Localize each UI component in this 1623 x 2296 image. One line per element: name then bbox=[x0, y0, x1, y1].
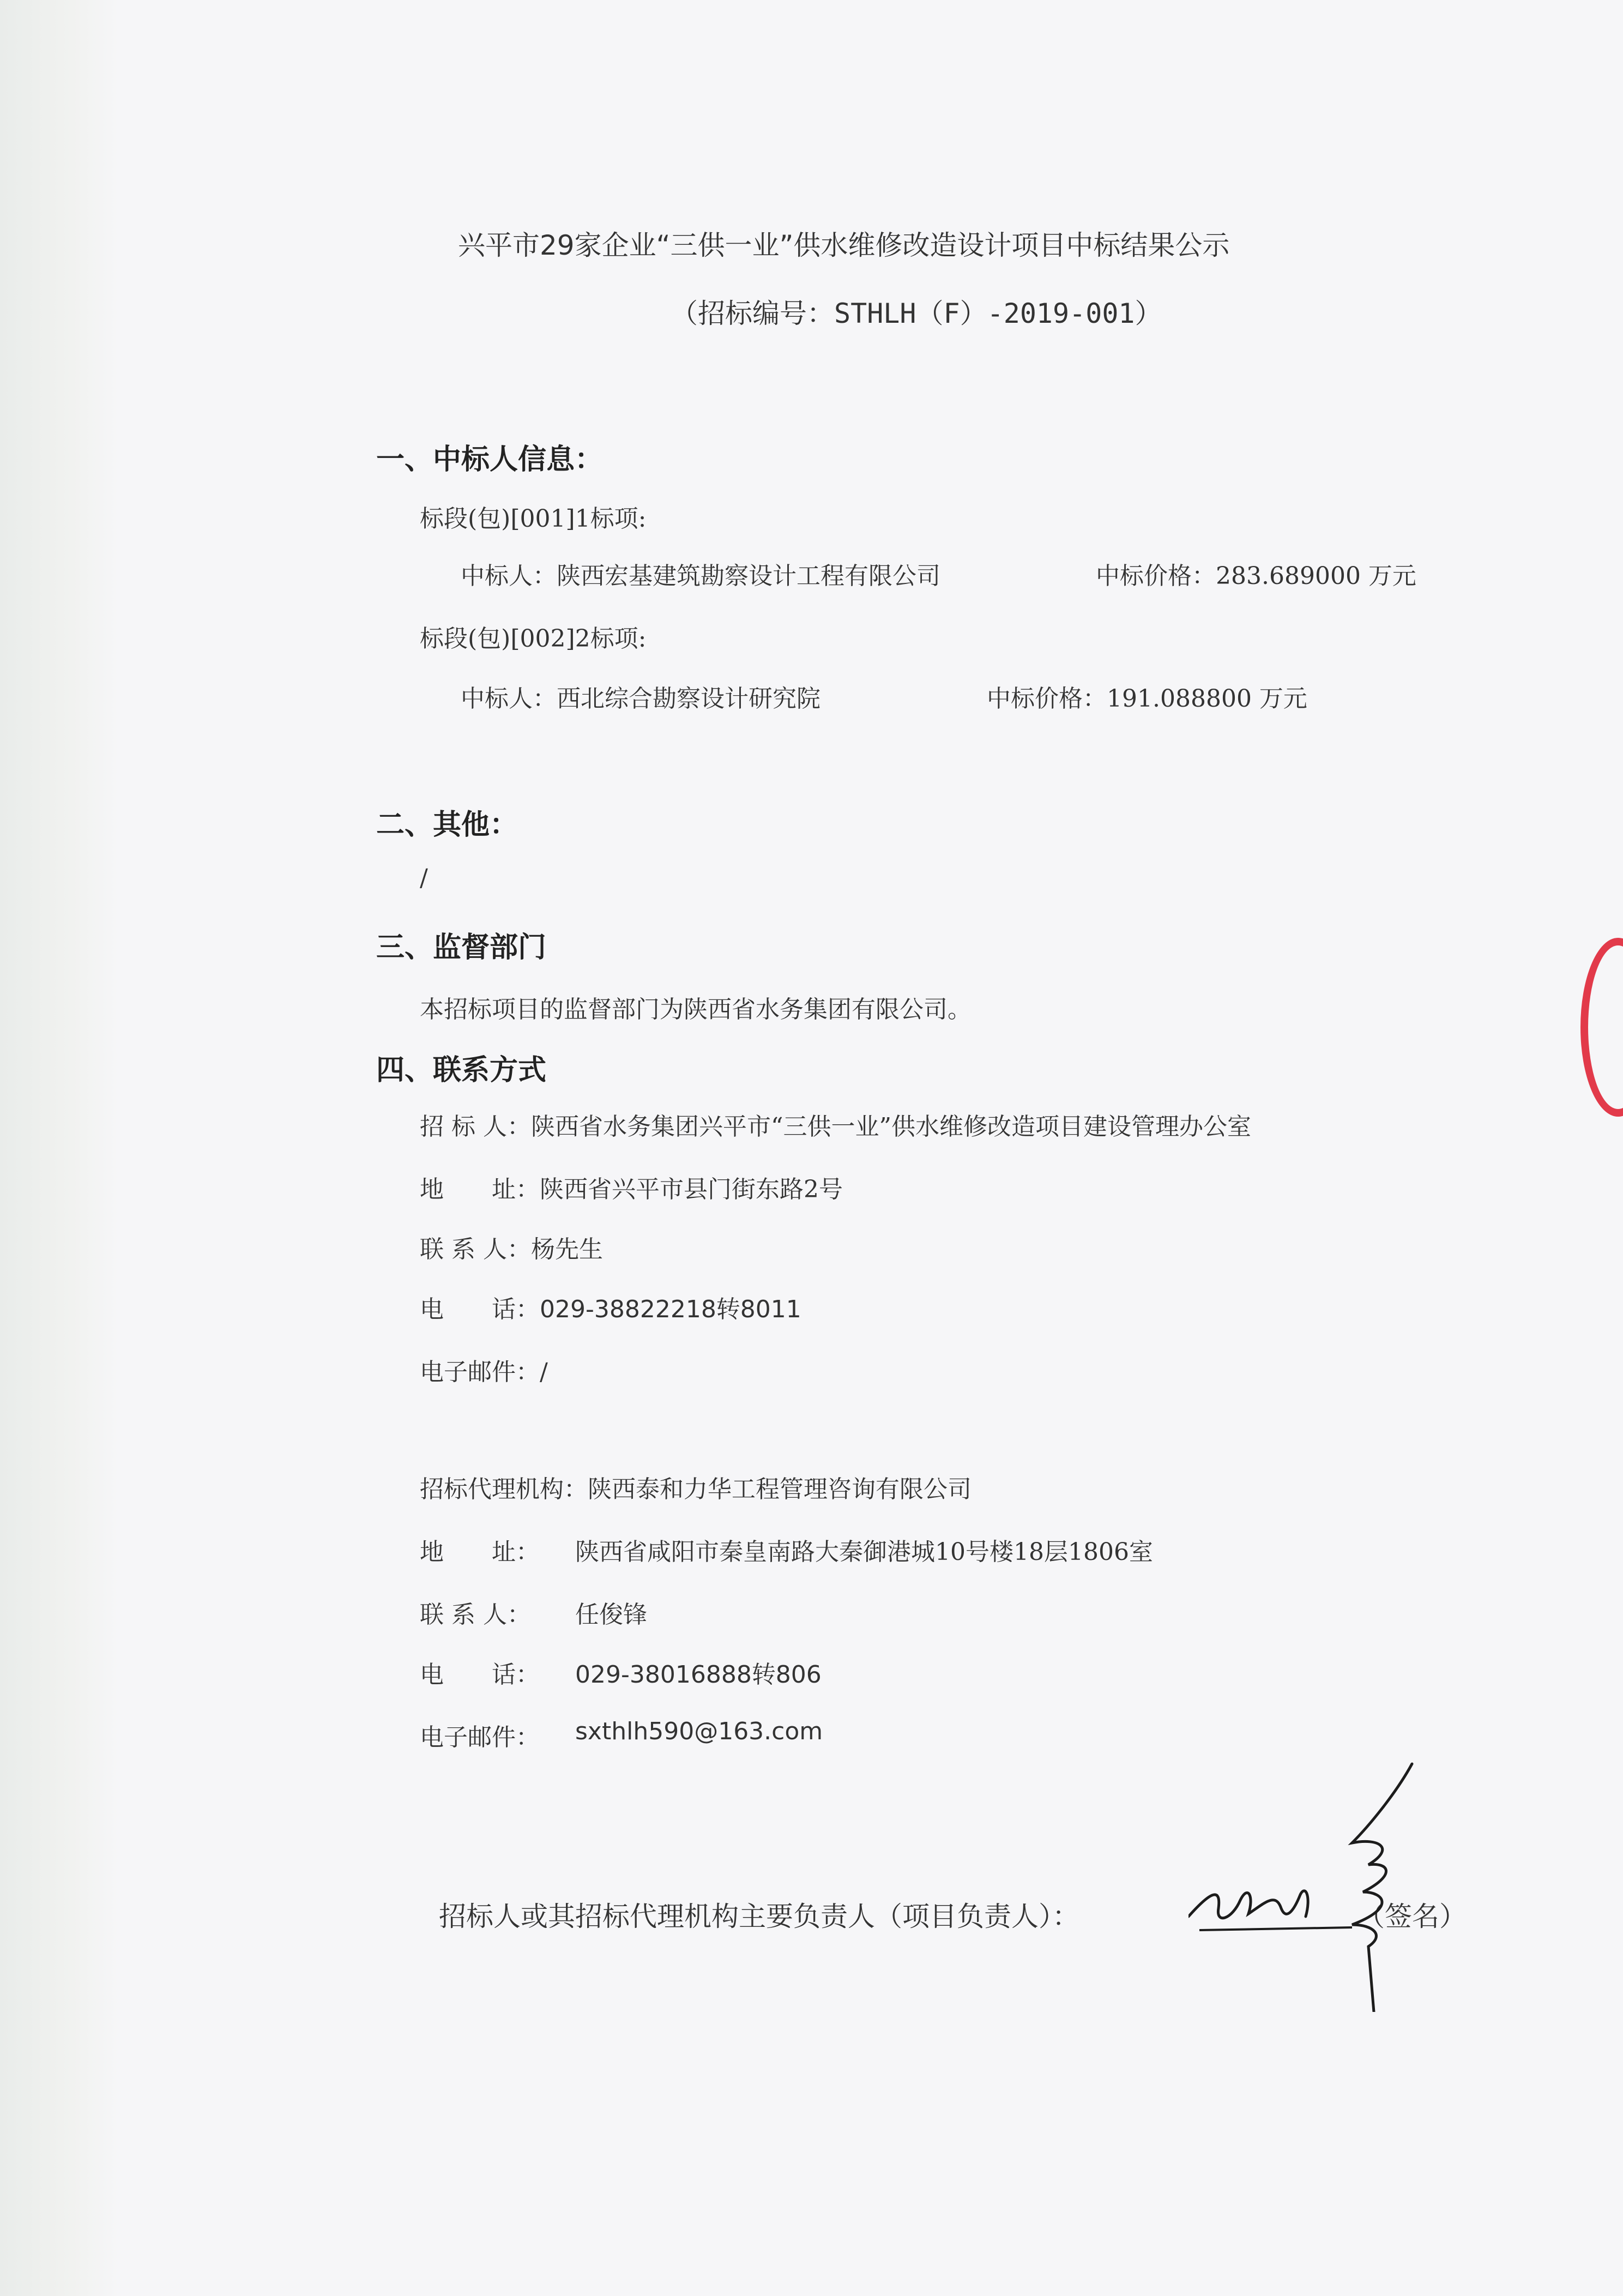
lot1-winner: 中标人：陕西宏基建筑勘察设计工程有限公司 bbox=[461, 562, 940, 590]
lot2-label: 标段(包)[002]2标项: bbox=[420, 625, 647, 653]
agency-email: sxthlh590@163.com bbox=[575, 1718, 823, 1745]
other-content: / bbox=[420, 864, 428, 892]
section-heading-winner-info: 一、中标人信息： bbox=[376, 443, 604, 476]
agency-contact: 任俊锋 bbox=[575, 1601, 647, 1629]
scan-shadow-edge bbox=[0, 0, 120, 2296]
tenderer-phone: 电 话：029-38822218转8011 bbox=[420, 1295, 801, 1323]
signature-label: 招标人或其招标代理机构主要负责人（项目负责人）： bbox=[439, 1901, 1079, 1932]
seal-stamp-fragment bbox=[1580, 938, 1623, 1117]
section-heading-contact: 四、联系方式 bbox=[376, 1053, 547, 1087]
document-title: 兴平市29家企业“三供一业”供水维修改造设计项目中标结果公示 bbox=[458, 230, 1230, 261]
agency-name: 招标代理机构：陕西泰和力华工程管理咨询有限公司 bbox=[420, 1475, 972, 1503]
agency-phone: 029-38016888转806 bbox=[575, 1661, 822, 1689]
bid-number: （招标编号：STHLH（F）-2019-001） bbox=[671, 298, 1162, 329]
handwritten-signature bbox=[1188, 1761, 1450, 2012]
agency-phone-label: 电 话： bbox=[420, 1661, 540, 1689]
tenderer-email: 电子邮件：/ bbox=[420, 1358, 548, 1386]
tenderer-address: 地 址：陕西省兴平市县门街东路2号 bbox=[420, 1176, 843, 1203]
signature-suffix: （签名） bbox=[1357, 1901, 1467, 1932]
tenderer-contact: 联 系 人：杨先生 bbox=[420, 1236, 603, 1263]
tenderer-name: 招 标 人：陕西省水务集团兴平市“三供一业”供水维修改造项目建设管理办公室 bbox=[420, 1113, 1251, 1141]
lot1-price: 中标价格：283.689000 万元 bbox=[1096, 562, 1416, 590]
agency-address: 陕西省咸阳市秦皇南路大秦御港城10号楼18层1806室 bbox=[575, 1538, 1153, 1566]
lot2-winner: 中标人：西北综合勘察设计研究院 bbox=[461, 685, 820, 713]
lot2-price: 中标价格：191.088800 万元 bbox=[987, 685, 1307, 713]
lot1-label: 标段(包)[001]1标项: bbox=[420, 505, 647, 533]
section-heading-supervision: 三、监督部门 bbox=[376, 931, 547, 964]
agency-address-label: 地 址： bbox=[420, 1538, 540, 1566]
agency-contact-label: 联 系 人： bbox=[420, 1601, 531, 1629]
agency-email-label: 电子邮件： bbox=[420, 1723, 540, 1751]
supervision-content: 本招标项目的监督部门为陕西省水务集团有限公司。 bbox=[420, 996, 972, 1023]
section-heading-other: 二、其他： bbox=[376, 808, 518, 841]
